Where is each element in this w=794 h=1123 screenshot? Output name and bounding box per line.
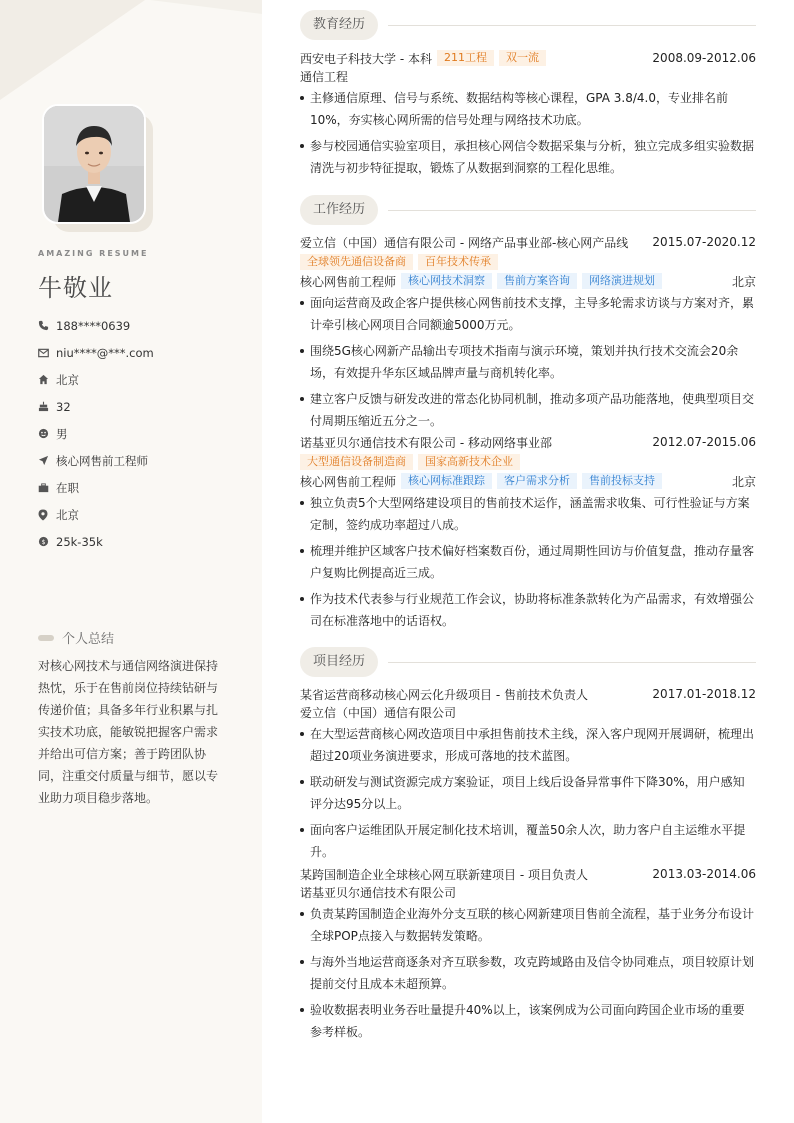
info-email-text: niu****@***.com bbox=[56, 345, 154, 360]
project-org-row bbox=[300, 883, 756, 901]
bullet-item: 作为技术代表参与行业规范工作会议，协助将标准条款转化为产品需求，有效增强公司在标准落地中的话语权。 bbox=[300, 588, 756, 632]
project-name: 某跨国制造企业全球核心网互联新建项目 - 项目负责人 bbox=[300, 867, 588, 882]
bullet-item: 参与校园通信实验室项目，承担核心网信令数据采集与分析，独立完成多组实验数据清洗与初步特征提取，锻炼了从数据到洞察的工程化思维。 bbox=[300, 135, 756, 179]
briefcase-icon bbox=[38, 483, 56, 493]
info-position bbox=[38, 447, 248, 474]
bullet-item: 联动研发与测试资源完成方案验证，项目上线后设备异常事件下降30%，用户感知评分达95分以上。 bbox=[300, 771, 756, 815]
bullet-item: 主修通信原理、信号与系统、数据结构等核心课程，GPA 3.8/4.0，专业排名前10%，夯实核心网所需的信号处理与网络技术功底。 bbox=[300, 87, 756, 131]
candidate-name: 牛敬业 bbox=[38, 274, 113, 302]
work-city: 北京 bbox=[731, 274, 756, 289]
bullet-item: 梳理并维护区域客户技术偏好档案数百份，通过周期性回访与价值复盘，推动存量客户复购比例提高近三成。 bbox=[300, 540, 756, 584]
project-bullets bbox=[300, 723, 756, 863]
section-education-heading bbox=[300, 10, 756, 40]
work-company: 爱立信（中国）通信有限公司 - 网络产品事业部-核心网产品线 bbox=[300, 235, 629, 250]
svg-text:$: $ bbox=[41, 537, 46, 546]
info-gender bbox=[38, 420, 248, 447]
cake-icon bbox=[38, 401, 56, 412]
info-status-text: 在职 bbox=[56, 480, 79, 495]
project-entry-1 bbox=[300, 685, 756, 867]
role-tag: 售前投标支持 bbox=[582, 473, 662, 489]
work-bullets bbox=[300, 492, 756, 632]
section-education-title: 教育经历 bbox=[300, 10, 378, 40]
education-major-row bbox=[300, 67, 756, 85]
role-tag: 核心网标准跟踪 bbox=[401, 473, 492, 489]
project-org-row bbox=[300, 703, 756, 721]
info-location bbox=[38, 501, 248, 528]
work-company-tags-row bbox=[300, 453, 756, 471]
info-position-text: 核心网售前工程师 bbox=[56, 453, 148, 468]
info-salary bbox=[38, 528, 248, 555]
company-tag: 全球领先通信设备商 bbox=[300, 254, 413, 270]
info-phone bbox=[38, 312, 248, 339]
project-header-row bbox=[300, 685, 756, 703]
bullet-item: 围绕5G核心网新产品输出专项技术指南与演示环境，策划并执行技术交流会20余场，有效提升华东区域品牌声量与商机转化率。 bbox=[300, 340, 756, 384]
work-entry-2 bbox=[300, 433, 756, 636]
section-work-title: 工作经历 bbox=[300, 195, 378, 225]
phone-icon bbox=[38, 320, 56, 331]
info-age bbox=[38, 393, 248, 420]
role-tag: 客户需求分析 bbox=[497, 473, 577, 489]
info-age-text: 32 bbox=[56, 399, 71, 414]
info-salary-text: 25k-35k bbox=[56, 534, 103, 549]
summary-heading bbox=[38, 628, 114, 647]
work-role-row bbox=[300, 472, 756, 490]
education-major: 通信工程 bbox=[300, 69, 349, 84]
bullet-item: 验收数据表明业务吞吐量提升40%以上，该案例成为公司面向跨国企业市场的重要参考样板。 bbox=[300, 999, 756, 1043]
education-date: 2008.09-2012.06 bbox=[652, 51, 756, 65]
contact-info-list bbox=[38, 312, 248, 555]
education-header-row bbox=[300, 49, 756, 67]
info-email bbox=[38, 339, 248, 366]
send-icon bbox=[38, 455, 56, 466]
bullet-item: 建立客户反馈与研发改进的常态化协同机制，推动多项产品功能落地，使典型项目交付周期压缩近五分之一。 bbox=[300, 388, 756, 432]
work-date: 2015.07-2020.12 bbox=[652, 235, 756, 249]
home-icon bbox=[38, 374, 56, 385]
work-role: 核心网售前工程师 bbox=[300, 474, 397, 489]
info-phone-text: 188****0639 bbox=[56, 318, 131, 333]
work-role: 核心网售前工程师 bbox=[300, 274, 397, 289]
work-role-row bbox=[300, 272, 756, 290]
summary-heading-text: 个人总结 bbox=[62, 632, 115, 647]
work-company-row bbox=[300, 233, 756, 251]
avatar bbox=[42, 104, 146, 224]
section-work-heading bbox=[300, 195, 756, 225]
work-city: 北京 bbox=[731, 474, 756, 489]
mail-icon bbox=[38, 348, 56, 358]
work-date: 2012.07-2015.06 bbox=[652, 435, 756, 449]
role-tag: 核心网技术洞察 bbox=[401, 273, 492, 289]
salary-icon bbox=[38, 536, 56, 547]
role-tag: 网络演进规划 bbox=[582, 273, 662, 289]
section-divider bbox=[388, 210, 756, 211]
company-tag: 国家高新技术企业 bbox=[418, 454, 520, 470]
project-entry-2 bbox=[300, 865, 756, 1047]
education-tag: 双一流 bbox=[499, 50, 546, 66]
project-header-row bbox=[300, 865, 756, 883]
bullet-item: 在大型运营商核心网改造项目中承担售前技术主线，深入客户现网开展调研，梳理出超过20项业务演进要求，形成可落地的技术蓝图。 bbox=[300, 723, 756, 767]
work-company-row bbox=[300, 433, 756, 451]
info-status bbox=[38, 474, 248, 501]
project-name: 某省运营商移动核心网云化升级项目 - 售前技术负责人 bbox=[300, 687, 588, 702]
section-projects-heading bbox=[300, 647, 756, 677]
resume-tagline: AMAZING RESUME bbox=[38, 249, 149, 258]
project-date: 2017.01-2018.12 bbox=[652, 687, 756, 701]
work-company-tags-row bbox=[300, 253, 756, 271]
project-org: 爱立信（中国）通信有限公司 bbox=[300, 705, 457, 720]
education-tag: 211工程 bbox=[437, 50, 494, 66]
company-tag: 大型通信设备制造商 bbox=[300, 454, 413, 470]
info-home bbox=[38, 366, 248, 393]
section-divider bbox=[388, 25, 756, 26]
education-entry bbox=[300, 49, 756, 183]
summary-heading-marker bbox=[38, 635, 54, 641]
main-content bbox=[300, 0, 756, 1123]
work-entry-1 bbox=[300, 233, 756, 436]
info-location-text: 北京 bbox=[56, 507, 79, 522]
section-projects-title: 项目经历 bbox=[300, 647, 378, 677]
info-home-text: 北京 bbox=[56, 372, 79, 387]
sidebar bbox=[0, 0, 262, 1123]
location-pin-icon bbox=[38, 509, 56, 521]
bullet-item: 面向运营商及政企客户提供核心网售前技术支撑，主导多轮需求访谈与方案对齐，累计牵引核心网项目合同额逾5000万元。 bbox=[300, 292, 756, 336]
education-bullets bbox=[300, 87, 756, 179]
section-divider bbox=[388, 662, 756, 663]
bullet-item: 独立负责5个大型网络建设项目的售前技术运作，涵盖需求收集、可行性验证与方案定制，签约成功率超过八成。 bbox=[300, 492, 756, 536]
gender-icon bbox=[38, 428, 56, 439]
role-tag: 售前方案咨询 bbox=[497, 273, 577, 289]
bullet-item: 负责某跨国制造企业海外分支互联的核心网新建项目售前全流程，基于业务分布设计全球POP点接入与数据转发策略。 bbox=[300, 903, 756, 947]
company-tag: 百年技术传承 bbox=[418, 254, 498, 270]
summary-text: 对核心网技术与通信网络演进保持热忱，乐于在售前岗位持续钻研与传递价值；具备多年行业积累与扎实技术功底，能敏锐把握客户需求并给出可信方案；善于跨团队协同，注重交付质量与细节，愿以专业助力项目稳步落地。 bbox=[38, 659, 219, 805]
work-company: 诺基亚贝尔通信技术有限公司 - 移动网络事业部 bbox=[300, 435, 552, 450]
project-org: 诺基亚贝尔通信技术有限公司 bbox=[300, 885, 457, 900]
info-gender-text: 男 bbox=[56, 426, 68, 441]
profile-photo bbox=[42, 104, 154, 232]
project-bullets bbox=[300, 903, 756, 1043]
education-school: 西安电子科技大学 - 本科 bbox=[300, 51, 432, 66]
bullet-item: 面向客户运维团队开展定制化技术培训，覆盖50余人次，助力客户自主运维水平提升。 bbox=[300, 819, 756, 863]
work-bullets bbox=[300, 292, 756, 432]
project-date: 2013.03-2014.06 bbox=[652, 867, 756, 881]
bullet-item: 与海外当地运营商逐条对齐互联参数，攻克跨域路由及信令协同难点，项目较原计划提前交付且成本未超预算。 bbox=[300, 951, 756, 995]
